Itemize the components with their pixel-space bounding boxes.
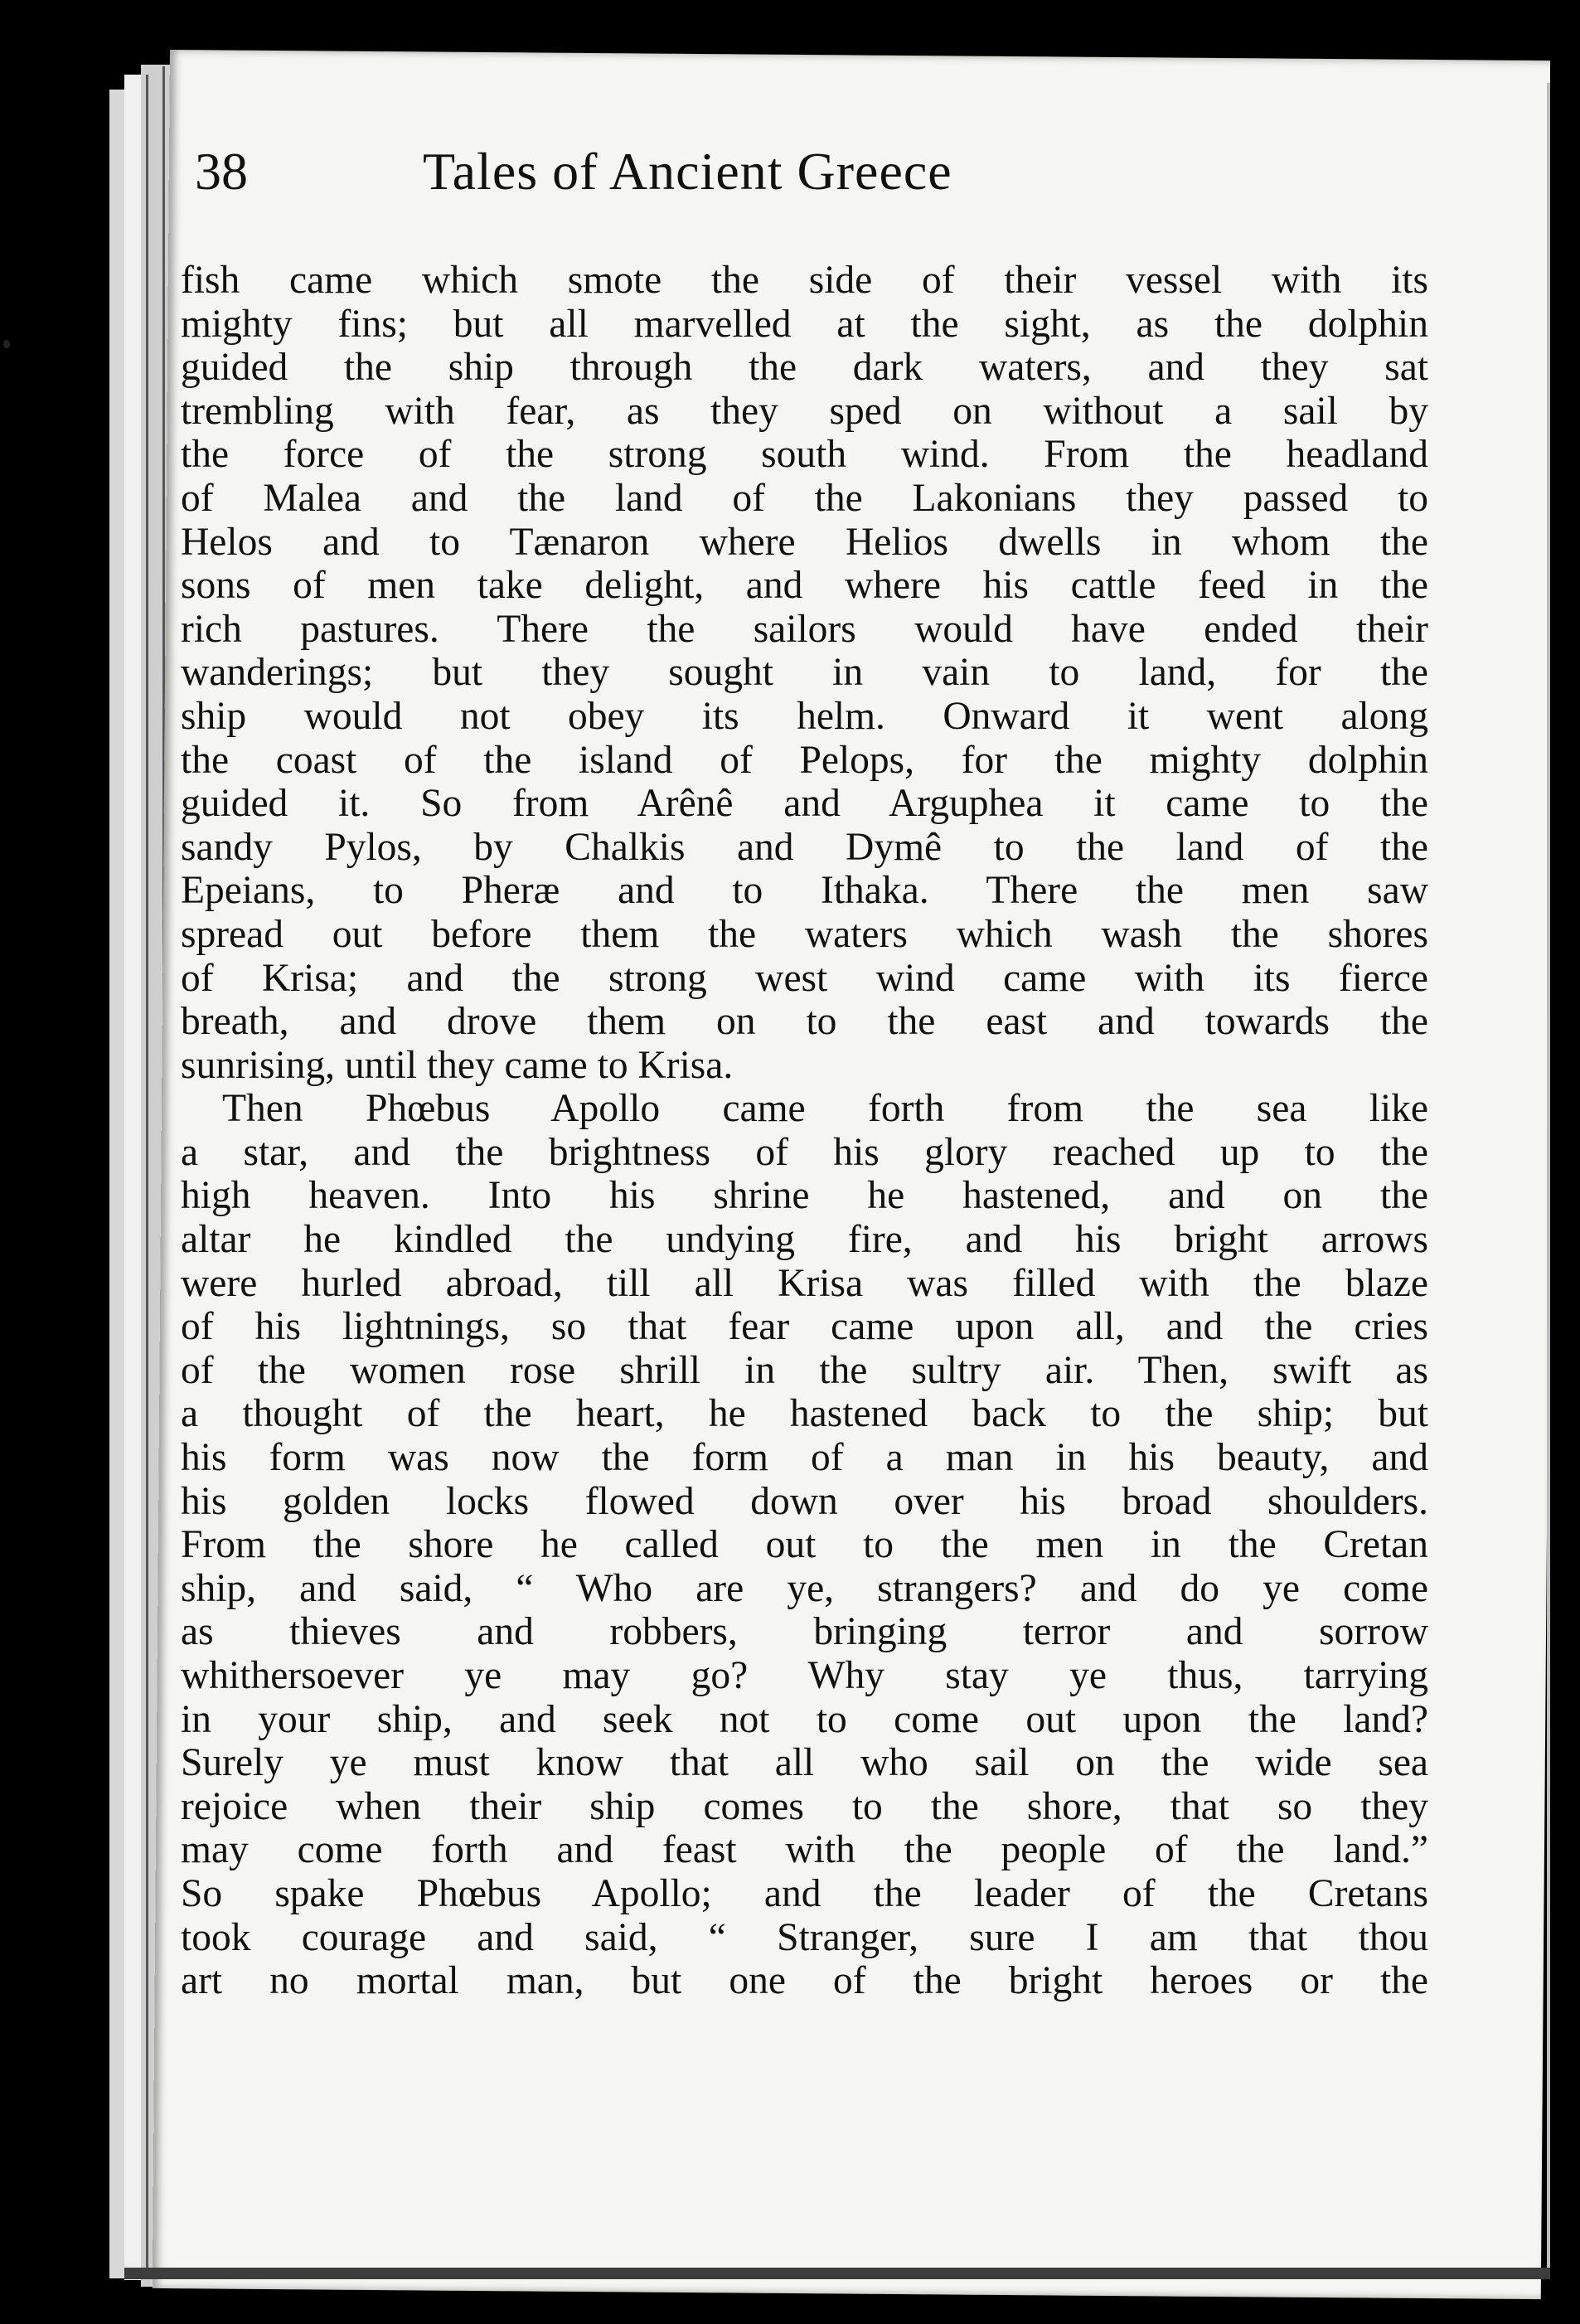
text-line: whithersoever ye may go? Why stay ye thus, tarrying (181, 1654, 1428, 1697)
text-line: ship, and said, “ Who are ye, strangers? and do ye come (181, 1566, 1428, 1610)
text-line: breath, and drove them on to the east and towards the (181, 1000, 1428, 1044)
text-line: Helos and to Tænaron where Helios dwells in whom the (181, 520, 1428, 564)
text-line: the force of the strong south wind. From the headland (181, 433, 1428, 477)
bottom-page-edge (124, 2268, 1567, 2279)
text-line: mighty fins; but all marvelled at the sight, as the dolphin (181, 302, 1428, 346)
text-line: So spake Phœbus Apollo; and the leader of the Cretans (181, 1871, 1428, 1915)
text-line: trembling with fear, as they sped on without a sail by (181, 389, 1428, 433)
text-line: a thought of the heart, he hastened back to the ship; but (181, 1392, 1428, 1436)
text-line: altar he kindled the undying fire, and his bright arrows (181, 1218, 1428, 1262)
text-line: guided the ship through the dark waters, and they sat (181, 346, 1428, 390)
text-line: his golden locks flowed down over his broad shoulders. (181, 1479, 1428, 1523)
text-line: Epeians, to Pheræ and to Ithaka. There the men saw (181, 869, 1428, 913)
text-line: high heaven. Into his shrine he hastened, and on the (181, 1174, 1428, 1218)
page-edge-line (146, 75, 148, 2272)
text-line: Surely ye must know that all who sail on the wide sea (181, 1741, 1428, 1785)
text-line: wanderings; but they sought in vain to land, for the (181, 651, 1428, 695)
text-line: of Malea and the land of the Lakonians they passed to (181, 476, 1428, 520)
text-line: in your ship, and seek not to come out upon the land? (181, 1697, 1428, 1741)
scan-speck (3, 340, 10, 348)
text-line: Then Phœbus Apollo came forth from the sea like (222, 1087, 1428, 1131)
text-line: spread out before them the waters which wash the shores (181, 912, 1428, 956)
running-title: Tales of Ancient Greece (423, 142, 952, 201)
text-line: a star, and the brightness of his glory reached up to the (181, 1130, 1428, 1174)
text-line: his form was now the form of a man in his beauty, and (181, 1436, 1428, 1480)
text-line: From the shore he called out to the men in the Cretan (181, 1523, 1428, 1567)
text-line: may come forth and feast with the people of the land.” (181, 1828, 1428, 1872)
text-line: of Krisa; and the strong west wind came with its fierce (181, 956, 1428, 1000)
text-line: sunrising, until they came to Krisa. (181, 1043, 734, 1087)
text-line: art no mortal man, but one of the bright heroes or the (181, 1959, 1428, 2003)
text-line: as thieves and robbers, bringing terror and sorrow (181, 1610, 1428, 1654)
text-line: ship would not obey its helm. Onward it went along (181, 694, 1428, 738)
running-header (195, 124, 1272, 224)
text-line: of his lightnings, so that fear came upon all, and the cries (181, 1305, 1428, 1349)
text-line: fish came which smote the side of their vessel with its (181, 259, 1428, 302)
text-line: rich pastures. There the sailors would have ended their (181, 607, 1428, 651)
text-line: sandy Pylos, by Chalkis and Dymê to the land of the (181, 825, 1428, 869)
text-line: of the women rose shrill in the sultry air. Then, swift as (181, 1348, 1428, 1392)
body-text (181, 259, 1428, 2003)
text-line: were hurled abroad, till all Krisa was filled with the blaze (181, 1261, 1428, 1305)
text-line: sons of men take delight, and where his cattle feed in the (181, 564, 1428, 608)
text-line: the coast of the island of Pelops, for the mighty dolphin (181, 738, 1428, 782)
text-line: rejoice when their ship comes to the shore, that so they (181, 1784, 1428, 1828)
text-line: guided it. So from Arênê and Arguphea it came to the (181, 782, 1428, 826)
page-number: 38 (195, 142, 248, 201)
scan-border (1550, 0, 1580, 2324)
text-line: took courage and said, “ Stranger, sure I am that thou (181, 1915, 1428, 1959)
